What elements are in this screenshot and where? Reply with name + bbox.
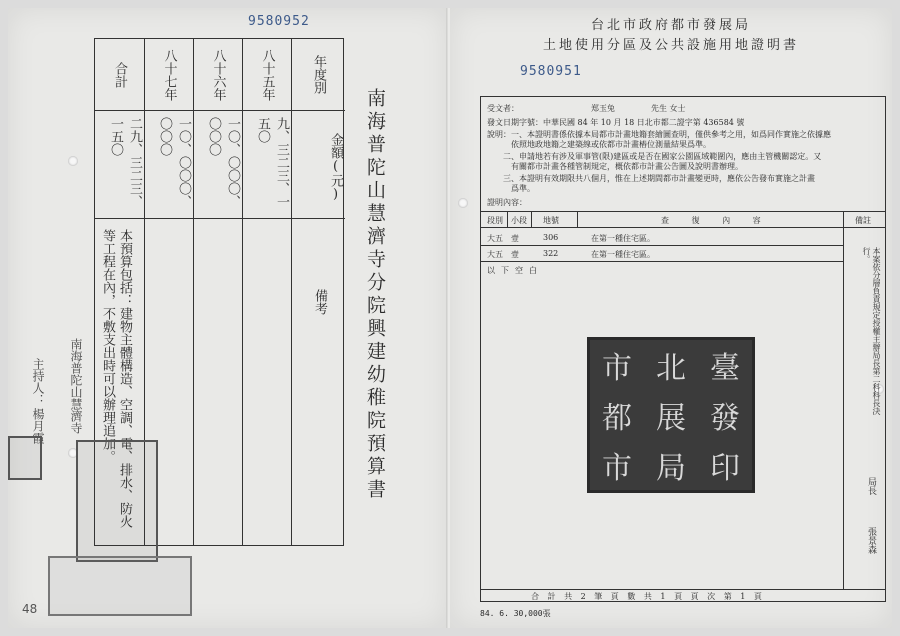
budget-column-header [291, 39, 345, 545]
seal-char: 市 [602, 451, 632, 486]
addressee-label: 受文者： [487, 104, 519, 113]
seal-char: 都 [602, 401, 632, 436]
total-line: 合 計 共 2 筆 頁 數 共 1 頁 頁 次 第 1 頁 [531, 592, 765, 601]
note-line: 二、申請地若有涉及軍事管(限)建區或是否在國家公園區域範圍內，應由主管機關認定。又 [503, 152, 822, 161]
year-label: 八十六年 [194, 39, 242, 111]
rule [577, 211, 578, 227]
header-content: 查 復 內 容 [661, 216, 771, 225]
right-serial-number: 9580951 [520, 64, 582, 79]
column-label: 年度別 [292, 39, 345, 111]
small-seal-stamp [8, 436, 42, 480]
certificate-form [480, 96, 886, 602]
row-content: 在第一種住宅區。 [591, 234, 655, 243]
remark-text: 本案依分層負責規定授權主辦局長第二科科長決行。 [862, 247, 881, 415]
total-value: 二九、三二三、一五〇 [95, 111, 144, 219]
header-remark: 備註 [855, 216, 871, 225]
amount-label: 金額(元) [292, 111, 345, 219]
right-page [450, 8, 892, 628]
year-label: 八十五年 [243, 39, 291, 111]
seal-char: 市 [602, 351, 632, 386]
row-section: 大五 [487, 250, 503, 259]
page-number: 48 [22, 602, 38, 616]
seal-char: 印 [710, 451, 740, 486]
certificate-title: 土地使用分區及公共設施用地證明書 [542, 38, 799, 53]
rule [481, 245, 843, 246]
official-seal [587, 337, 755, 493]
row-content: 在第一種住宅區。 [591, 250, 655, 259]
budget-title: 南海普陀山慧濟寺分院興建幼稚院預算書 [364, 88, 386, 502]
seal-char: 臺 [710, 351, 740, 386]
amount-value: 一〇、〇〇〇、〇〇〇 [194, 111, 242, 219]
content-label: 證明內容： [487, 198, 527, 207]
temple-name: 南海普陀山慧濟寺 [69, 338, 83, 434]
seal-char: 北 [656, 351, 686, 386]
row-subsection: 壹 [511, 250, 519, 259]
seal-char: 局 [656, 451, 686, 486]
left-serial-number: 9580952 [248, 14, 310, 29]
note-line: 有關都市計畫各種管制規定，概依都市計畫公告圖及說明書辦理。 [511, 162, 743, 171]
header-subsection: 小段 [511, 216, 527, 225]
seal-char: 展 [656, 401, 686, 436]
note-line: 依照地政地籍之建築線或依都市計畫樁位測量結果爲準。 [511, 140, 711, 149]
rule [481, 211, 885, 212]
punch-hole [68, 156, 78, 166]
amount-value: 一〇、〇〇〇、〇〇〇 [145, 111, 193, 219]
addressee-name: 郑玉兔 [591, 104, 615, 113]
rule [531, 211, 532, 227]
blank-marker: 以下空白 [487, 266, 543, 275]
director-label: 局長 [866, 477, 876, 495]
note-line: 說明：一、本證明書係依據本局都市計畫地籍套繪圖查明，僅供參考之用，如爲同作實施之依據應 [487, 130, 831, 139]
row-section: 大五 [487, 234, 503, 243]
square-seal-stamp [76, 440, 158, 562]
sponsor-name: 楊月霞 [31, 408, 45, 444]
header-section: 段別 [487, 216, 503, 225]
header-lot: 地號 [543, 216, 559, 225]
total-label: 合計 [95, 39, 144, 111]
rule [481, 227, 885, 228]
left-page [8, 8, 448, 628]
row-subsection: 壹 [511, 234, 519, 243]
certificate-issuer: 台北市政府都市發展局 [590, 18, 751, 33]
seal-char: 發 [710, 401, 740, 436]
budget-column-86 [193, 39, 242, 545]
amount-value: 九、三二三、一五〇 [243, 111, 291, 219]
note-line: 爲準。 [511, 184, 535, 193]
remark-label: 備考 [312, 289, 327, 315]
budget-column-85 [242, 39, 291, 545]
row-lot: 306 [543, 233, 559, 242]
rule [481, 261, 843, 262]
sponsor-label: 主持人： [31, 358, 45, 406]
note-line: 三、本證明有效期限共八個月，惟在上述期間都市計畫變更時，應依公告發布實施之計畫 [503, 174, 815, 183]
rule [481, 589, 885, 590]
document-spread [8, 8, 892, 628]
addressee-title: 先生 女士 [651, 104, 686, 113]
rule [843, 211, 844, 589]
year-label: 八十七年 [145, 39, 193, 111]
rule [507, 211, 508, 227]
watermark-logo [48, 556, 192, 616]
print-run-note: 84. 6. 30,000張 [480, 609, 551, 618]
issue-line: 發文日期字號：中華民國 84 年 10 月 18 日北市都二證字第 436584 號 [487, 118, 745, 127]
row-lot: 322 [543, 249, 559, 258]
punch-hole [458, 198, 468, 208]
budget-note: 本預算包括：建物主體構造、空調、電、排水、防火等工程在內，不敷支出時可以辦理追加。 [100, 229, 132, 528]
director-name: 張景森 [866, 527, 876, 554]
